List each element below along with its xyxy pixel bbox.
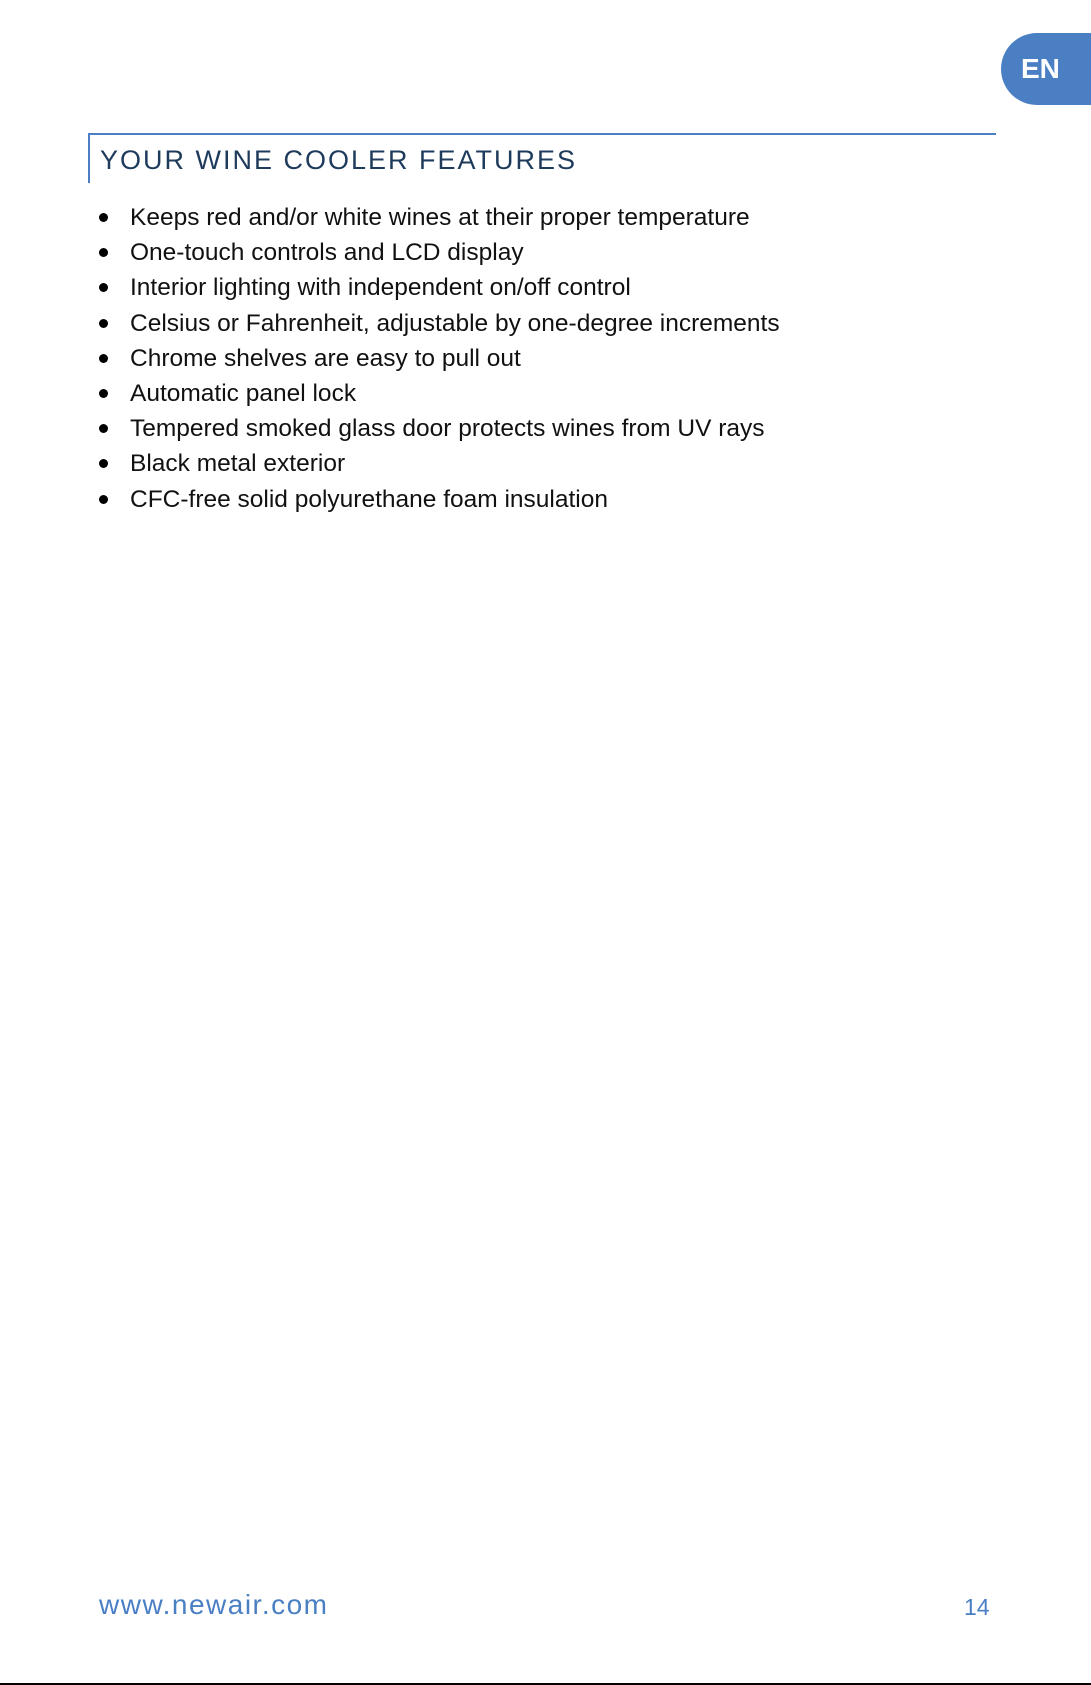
feature-item <box>96 482 780 517</box>
feature-item <box>96 376 780 411</box>
feature-item <box>96 341 780 376</box>
page-number: 14 <box>964 1594 990 1620</box>
bullet-icon <box>99 213 108 222</box>
feature-text: Chrome shelves are easy to pull out <box>130 344 521 372</box>
features-list <box>96 200 780 517</box>
bullet-icon <box>99 283 108 292</box>
bullet-icon <box>99 389 108 398</box>
bullet-icon <box>99 354 108 363</box>
footer-website-link[interactable]: www.newair.com <box>99 1589 329 1620</box>
bullet-icon <box>99 424 108 433</box>
feature-item <box>96 306 780 341</box>
feature-text: Tempered smoked glass door protects wines from UV rays <box>130 415 765 443</box>
bullet-icon <box>99 319 108 328</box>
feature-item <box>96 446 780 481</box>
feature-text: Automatic panel lock <box>130 379 357 407</box>
feature-item <box>96 200 780 235</box>
feature-text: Celsius or Fahrenheit, adjustable by one-degree increments <box>130 309 780 337</box>
feature-text: Black metal exterior <box>130 450 346 478</box>
feature-text: CFC-free solid polyurethane foam insulation <box>130 485 608 513</box>
bullet-icon <box>99 495 108 504</box>
language-tab: EN <box>1001 33 1091 105</box>
bullet-icon <box>99 248 108 257</box>
feature-text: One-touch controls and LCD display <box>130 239 524 267</box>
feature-item <box>96 235 780 270</box>
feature-item <box>96 411 780 446</box>
feature-item <box>96 270 780 305</box>
feature-text: Keeps red and/or white wines at their proper temperature <box>130 204 750 231</box>
section-title: YOUR WINE COOLER FEATURES <box>100 145 578 175</box>
feature-text: Interior lighting with independent on/off control <box>130 274 631 302</box>
section-heading <box>88 133 996 183</box>
bullet-icon <box>99 459 108 468</box>
